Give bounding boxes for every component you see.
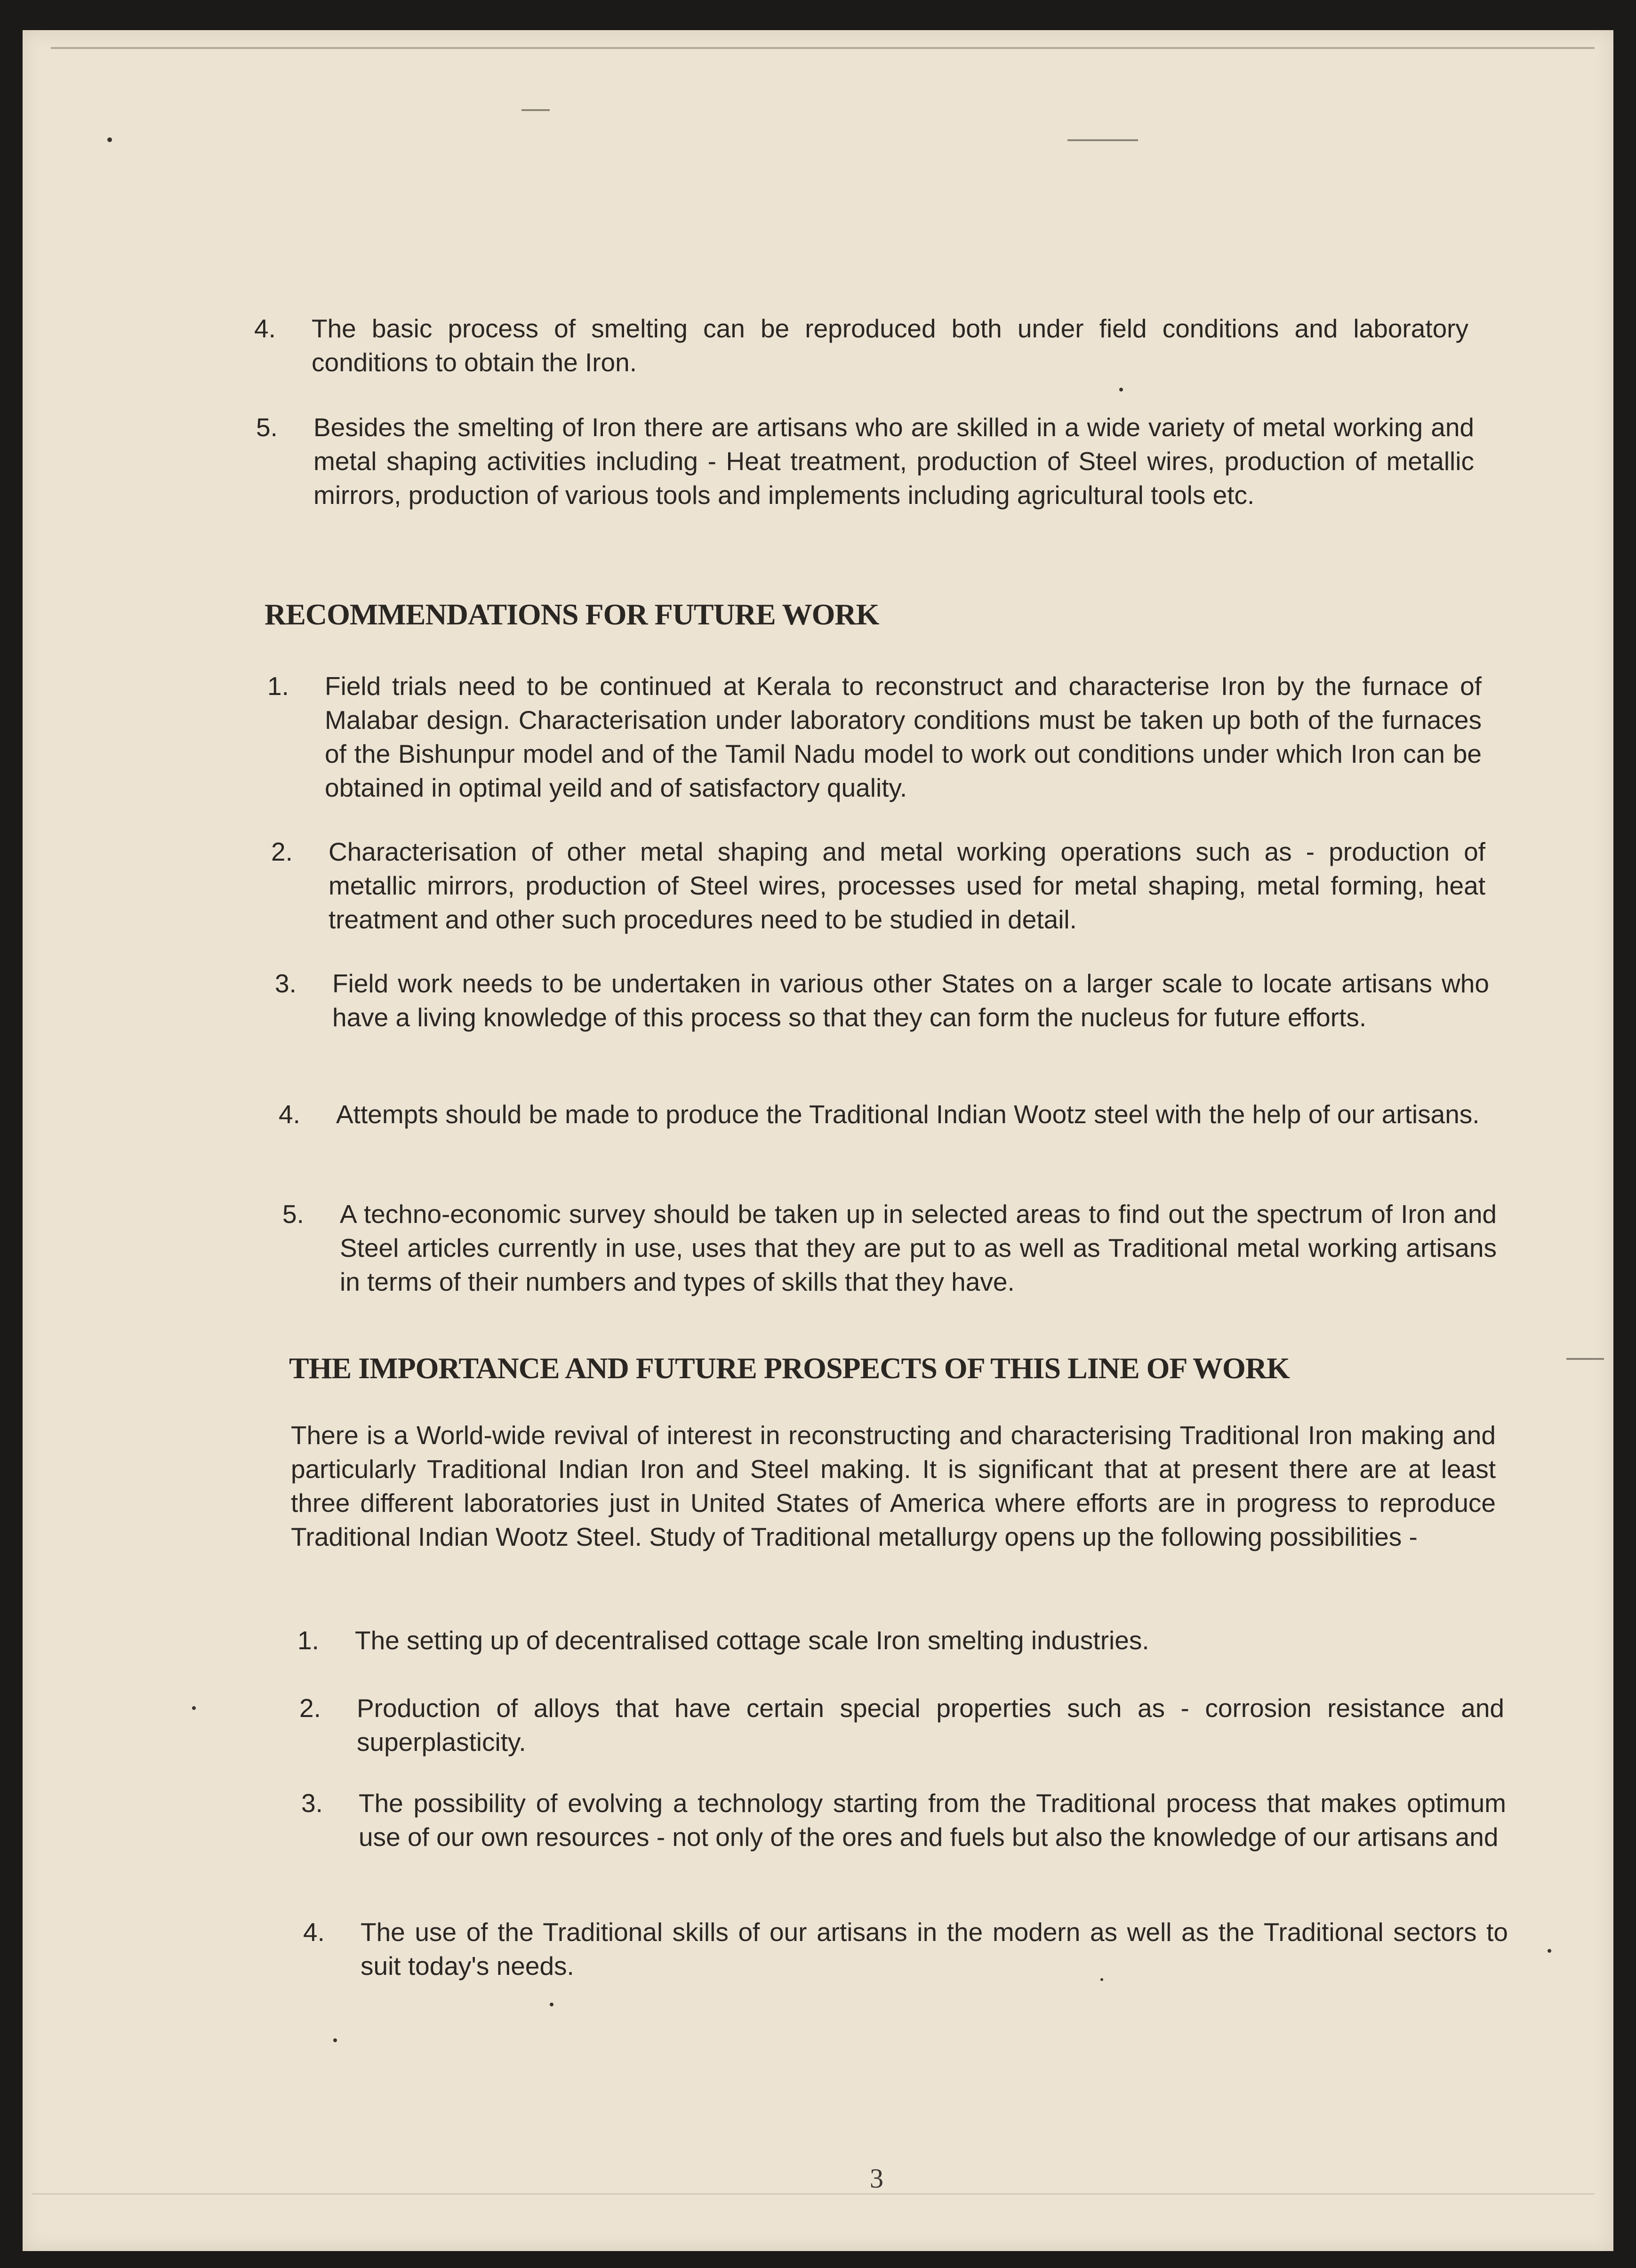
list-item-number: 4. [279,1100,300,1129]
section-heading-recommendations: RECOMMENDATIONS FOR FUTURE WORK [265,598,879,631]
list-item [297,1623,1502,1657]
page-number: 3 [870,2163,883,2194]
list-item-text: The basic process of smelting can be reproduced both under field conditions and laboratory conditions to obtain the Iron. [312,314,1468,377]
list-item-text: The possibility of evolving a technology starting from the Traditional process that makes optimum use of our own resources - not only of the ores and fuels but also the knowledge of our artisans and [359,1789,1506,1852]
list-item-text: The setting up of decentralised cottage scale Iron smelting industries. [355,1626,1149,1655]
intro-paragraph: There is a World-wide revival of interest in reconstructing and characterising Traditional Iron making and particularly Traditional Indian Iron and Steel making. It is significant that at present there are at least three different laboratories just in United States of America where efforts are in progress to reproduce Traditional Indian Wootz Steel. Study of Traditional metallurgy opens up the following possibilities - [291,1421,1496,1551]
list-item-text: Attempts should be made to produce the Traditional Indian Wootz steel with the help of our artisans. [336,1100,1480,1129]
list-item-text: A techno-economic survey should be taken up in selected areas to find out the spectrum of Iron and Steel articles currently in use, uses that they are put to as well as Traditional metal working artisans in terms of their numbers and types of skills that they have. [340,1199,1497,1296]
document-page [23,30,1613,2251]
list-item [254,311,1468,379]
list-item [301,1786,1506,1854]
list-item-number: 5. [256,413,278,442]
page-content [23,30,1613,2251]
list-item-number: 3. [275,969,297,998]
list-item [282,1197,1497,1299]
list-item [279,1097,1493,1131]
list-item-number: 4. [303,1917,325,1947]
section-heading-importance: THE IMPORTANCE AND FUTURE PROSPECTS OF THIS LINE OF WORK [289,1351,1290,1385]
list-item-text: Characterisation of other metal shaping and metal working operations such as - production of metallic mirrors, production of Steel wires, processes used for metal shaping, metal forming, heat treatment and other such procedures need to be studied in detail. [329,837,1485,934]
list-item [275,966,1489,1034]
list-item-number: 2. [299,1693,321,1723]
list-item-text: The use of the Traditional skills of our artisans in the modern as well as the Traditional sectors to suit today's needs. [361,1917,1508,1981]
list-item [299,1691,1504,1759]
list-item-text: Field trials need to be continued at Kerala to reconstruct and characterise Iron by the furnace of Malabar design. Characterisation under laboratory conditions must be taken up both of the furnaces of the Bishunpur model and of the Tamil Nadu model to work out conditions under which Iron can be obtained in optimal yeild and of satisfactory quality. [325,671,1482,802]
list-item [303,1915,1508,1983]
list-item-number: 1. [267,671,289,701]
list-item [267,669,1482,805]
list-item [256,410,1474,512]
list-item-text: Production of alloys that have certain special properties such as - corrosion resistance and superplasticity. [357,1693,1504,1757]
list-item [271,835,1485,936]
list-item-text: Besides the smelting of Iron there are artisans who are skilled in a wide variety of metal working and metal shaping activities including - Heat treatment, production of Steel wires, production of metallic mirrors, production of various tools and implements including agricultural tools etc. [313,413,1474,510]
list-item-number: 1. [297,1626,319,1655]
list-item-number: 3. [301,1789,323,1818]
list-item-number: 5. [282,1199,304,1229]
list-item-text: Field work needs to be undertaken in various other States on a larger scale to locate artisans who have a living knowledge of this process so that they can form the nucleus for future efforts. [332,969,1489,1032]
list-item-number: 4. [254,314,276,343]
list-item-number: 2. [271,837,293,866]
